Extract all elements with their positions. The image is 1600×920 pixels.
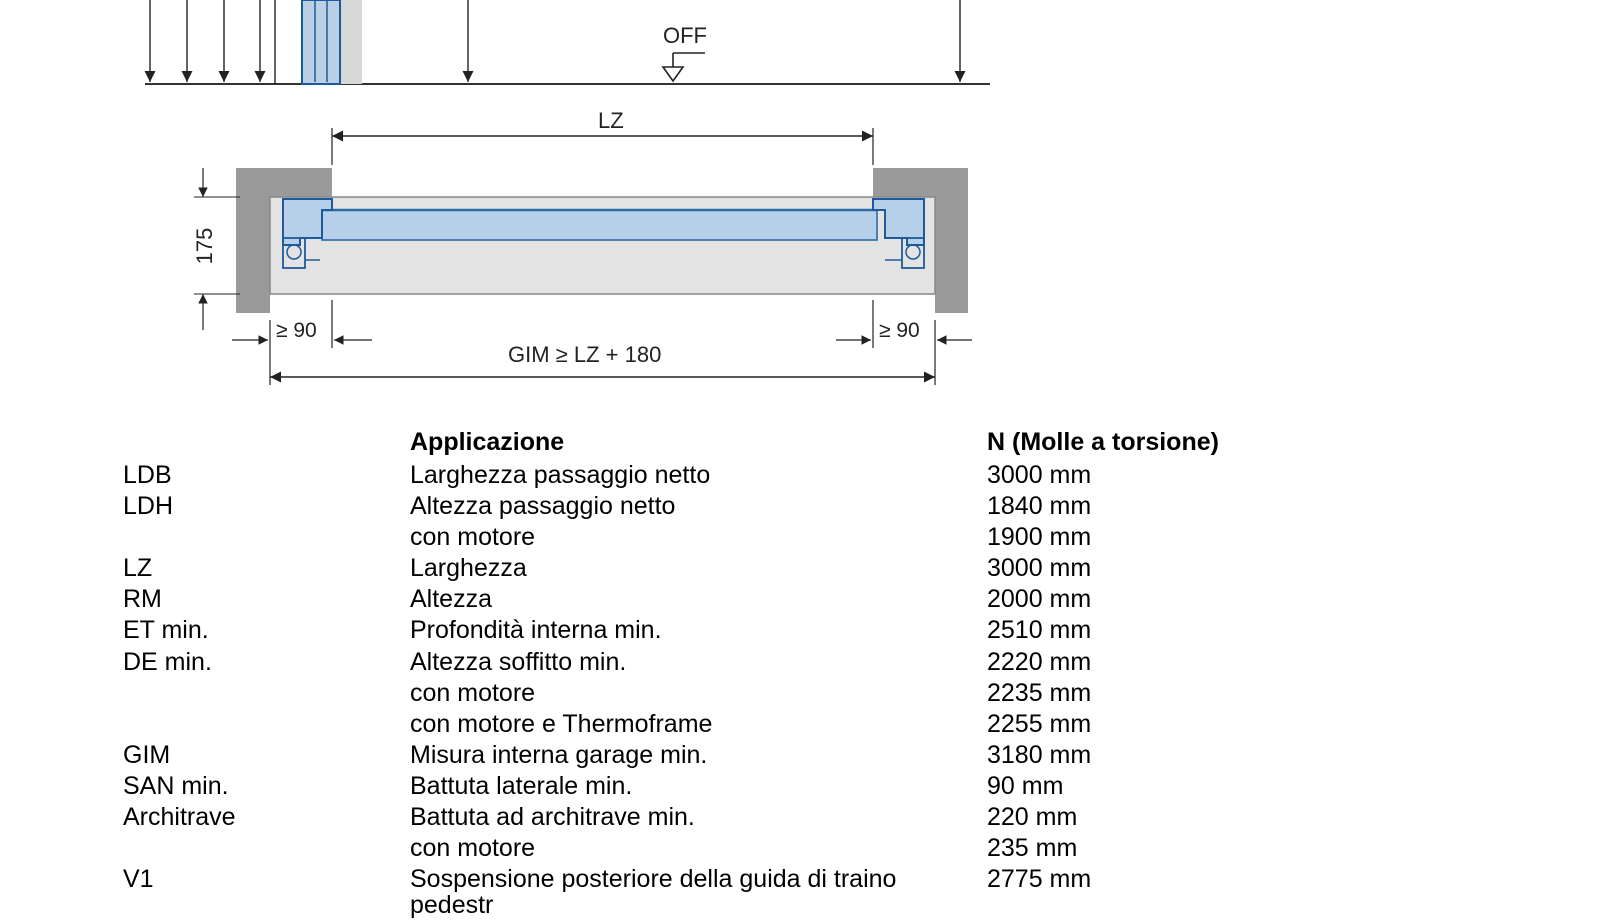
column-header-applicazione: Applicazione: [410, 428, 565, 456]
row-value: 90 mm: [987, 772, 1064, 800]
row-description: Battuta laterale min.: [410, 772, 633, 800]
table-row: [0, 491, 1600, 521]
row-code: V1: [123, 865, 154, 893]
table-row: [0, 522, 1600, 552]
row-value: 1900 mm: [987, 523, 1092, 551]
row-description: Sospensione posteriore della guida di traino: [410, 865, 897, 893]
technical-drawing: [0, 0, 1600, 420]
row-code: LDH: [123, 492, 174, 520]
clearance-right-label: ≥ 90: [879, 319, 920, 342]
row-description: Larghezza: [410, 554, 527, 582]
row-description: Altezza passaggio netto: [410, 492, 676, 520]
row-value: 2775 mm: [987, 865, 1092, 893]
row-value: 2510 mm: [987, 616, 1092, 644]
lz-label: LZ: [598, 108, 624, 133]
table-row: [0, 740, 1600, 770]
gim-label: GIM ≥ LZ + 180: [508, 342, 662, 367]
table-row: [0, 771, 1600, 801]
row-code: ET min.: [123, 616, 209, 644]
table-row: [0, 833, 1600, 863]
row-code: GIM: [123, 741, 171, 769]
row-value: 3000 mm: [987, 554, 1092, 582]
row-description: con motore: [410, 679, 536, 707]
row-value: 3180 mm: [987, 741, 1092, 769]
row-value: 235 mm: [987, 834, 1078, 862]
row-description: pedestr: [410, 891, 494, 919]
row-value: 2220 mm: [987, 648, 1092, 676]
table-row: [0, 891, 1600, 919]
table-row: [0, 647, 1600, 677]
row-description: con motore: [410, 523, 536, 551]
row-value: 220 mm: [987, 803, 1078, 831]
row-description: Misura interna garage min.: [410, 741, 708, 769]
row-description: Larghezza passaggio netto: [410, 461, 711, 489]
plan-view: [192, 108, 972, 385]
row-description: Profondità interna min.: [410, 616, 662, 644]
table-row: [0, 553, 1600, 583]
row-code: Architrave: [123, 803, 236, 831]
table-row: [0, 678, 1600, 708]
row-value: 2255 mm: [987, 710, 1092, 738]
row-value: 2000 mm: [987, 585, 1092, 613]
row-code: LDB: [123, 461, 172, 489]
row-description: Altezza: [410, 585, 492, 613]
depth-175-label: 175: [192, 227, 217, 265]
clearance-left-label: ≥ 90: [276, 319, 317, 342]
table-row: [0, 802, 1600, 832]
row-code: DE min.: [123, 648, 212, 676]
row-value: 2235 mm: [987, 679, 1092, 707]
column-header-value: N (Molle a torsione): [987, 428, 1219, 456]
row-description: Altezza soffitto min.: [410, 648, 627, 676]
row-code: LZ: [123, 554, 153, 582]
row-value: 3000 mm: [987, 461, 1092, 489]
table-row: [0, 615, 1600, 645]
table-row: [0, 709, 1600, 739]
row-description: Battuta ad architrave min.: [410, 803, 695, 831]
elevation-view-fragment: [145, 0, 990, 84]
row-code: RM: [123, 585, 162, 613]
row-description: con motore: [410, 834, 536, 862]
off-label: OFF: [663, 23, 707, 48]
row-description: con motore e Thermoframe: [410, 710, 713, 738]
row-value: 1840 mm: [987, 492, 1092, 520]
table-row: [0, 864, 1600, 894]
row-code: SAN min.: [123, 772, 229, 800]
table-row: [0, 584, 1600, 614]
table-row: [0, 460, 1600, 490]
